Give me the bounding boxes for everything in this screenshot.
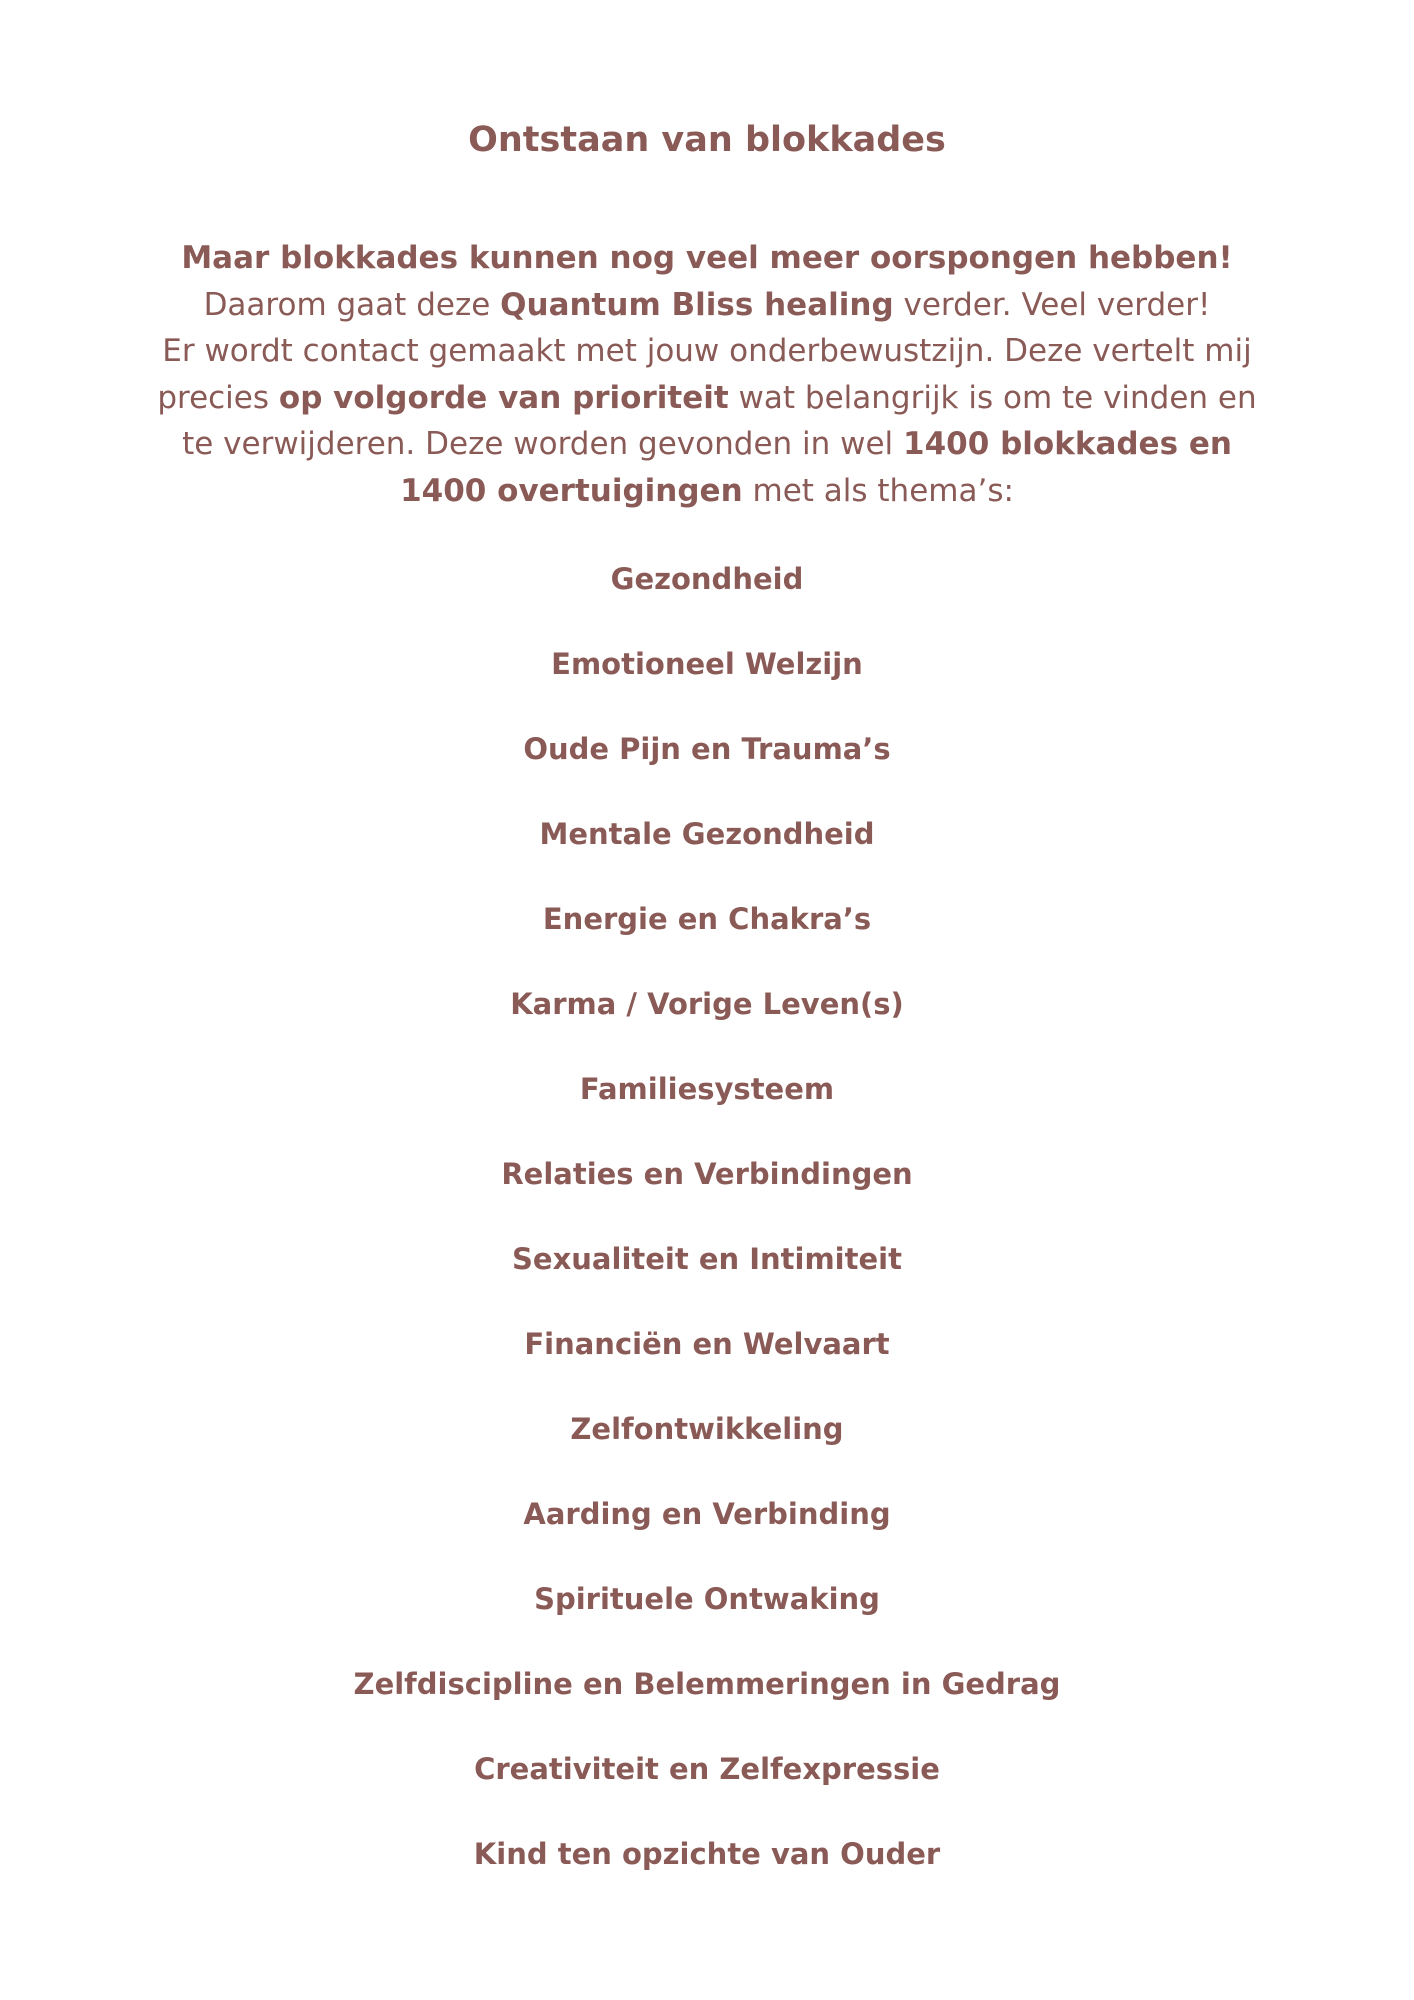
theme-item: Kind ten opzichte van Ouder bbox=[473, 1837, 941, 1871]
theme-item: Aarding en Verbinding bbox=[523, 1497, 891, 1531]
theme-item: Oude Pijn en Trauma’s bbox=[523, 732, 891, 766]
intro-body-bold-count: 1400 blokkades en 1400 overtuigingen bbox=[400, 426, 1232, 509]
theme-item: Karma / Vorige Leven(s) bbox=[510, 987, 904, 1021]
theme-item: Sexualiteit en Intimiteit bbox=[512, 1242, 902, 1276]
theme-list bbox=[0, 556, 1414, 1916]
theme-item: Financiën en Welvaart bbox=[524, 1327, 890, 1361]
theme-item: Relaties en Verbindingen bbox=[501, 1157, 913, 1191]
theme-item: Spirituele Ontwaking bbox=[534, 1582, 880, 1616]
intro-body-bold-priority: op volgorde van prioriteit bbox=[278, 379, 729, 416]
intro-body-e: met als thema’s: bbox=[742, 472, 1014, 509]
theme-item: Zelfontwikkeling bbox=[570, 1412, 844, 1446]
theme-item: Energie en Chakra’s bbox=[542, 902, 872, 936]
intro-paragraph bbox=[150, 235, 1264, 514]
intro-line-2 bbox=[150, 282, 1264, 329]
theme-item: Creativiteit en Zelfexpressie bbox=[474, 1752, 940, 1786]
intro-lead: Maar blokkades kunnen nog veel meer oorspongen hebben! bbox=[181, 240, 1233, 276]
theme-item: Zelfdiscipline en Belemmeringen in Gedrag bbox=[353, 1667, 1061, 1701]
theme-item: Mentale Gezondheid bbox=[539, 817, 875, 851]
intro-line-2-bold: Quantum Bliss healing bbox=[500, 286, 894, 323]
intro-line-2-c: verder. Veel verder! bbox=[893, 286, 1211, 323]
theme-item: Gezondheid bbox=[610, 562, 804, 596]
intro-body bbox=[150, 328, 1264, 514]
intro-body-a: Er wordt contact gemaakt met jouw onderbewustzijn. Deze vertelt mij precies bbox=[157, 333, 1252, 416]
page-title: Ontstaan van blokkades bbox=[468, 120, 946, 160]
theme-item: Emotioneel Welzijn bbox=[551, 647, 863, 681]
intro-line-2-a: Daarom gaat deze bbox=[203, 286, 501, 323]
theme-item: Familiesysteem bbox=[579, 1072, 835, 1106]
intro-body-c: wat belangrijk is om te vinden en te verwijderen. Deze worden gevonden in wel bbox=[182, 379, 1257, 462]
